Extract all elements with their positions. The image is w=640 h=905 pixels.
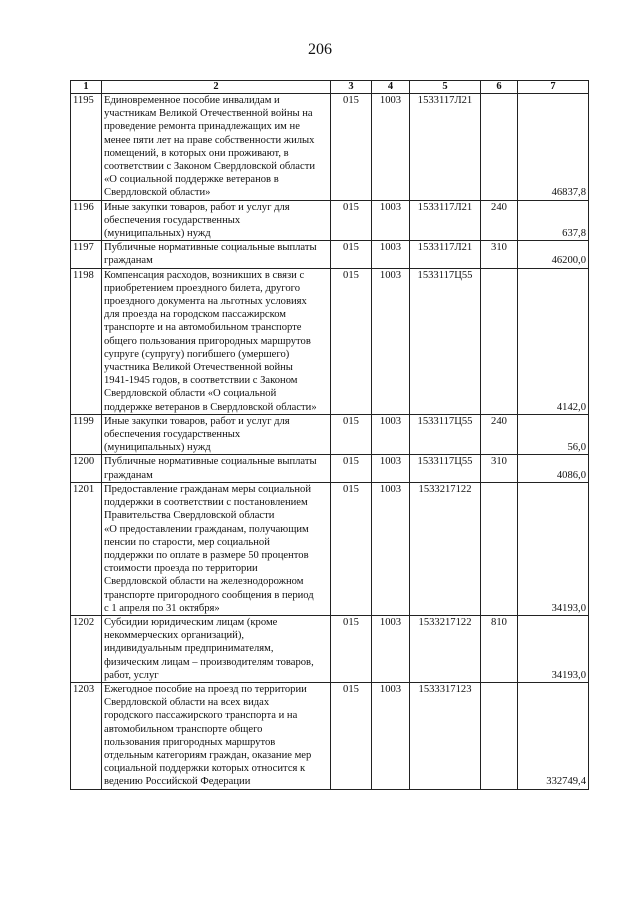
table-row bbox=[71, 615, 589, 682]
table-row bbox=[71, 200, 589, 241]
row-amount: 4086,0 bbox=[518, 455, 589, 482]
row-target-code: 1533117Ц55 bbox=[410, 455, 481, 482]
row-expense-type: 810 bbox=[481, 615, 518, 682]
header-row bbox=[71, 81, 589, 94]
row-section-code: 1003 bbox=[372, 682, 410, 789]
row-expense-type: 240 bbox=[481, 414, 518, 455]
header-col-3: 3 bbox=[331, 81, 372, 94]
row-description: Компенсация расходов, возникших в связи с приобретением проездного билета, другого проездного документа на льготных условиях для проезда на городском пассажирском транспорте и на автомобильном транспорте общего пользования пригородных маршрутов супруге (супругу) погибшего (умершего) участника Великой Отечественной войны 1941-1945 годов, в соответствии с Законом Свердловской области «О социальной поддержке ветеранов в Свердловской области» bbox=[102, 268, 331, 414]
row-number: 1195 bbox=[71, 94, 102, 201]
row-target-code: 1533217122 bbox=[410, 615, 481, 682]
row-section-code: 1003 bbox=[372, 268, 410, 414]
row-amount: 637,8 bbox=[518, 200, 589, 241]
row-amount: 46200,0 bbox=[518, 241, 589, 268]
row-expense-type: 310 bbox=[481, 241, 518, 268]
header-col-2: 2 bbox=[102, 81, 331, 94]
table-row bbox=[71, 455, 589, 482]
table-row bbox=[71, 682, 589, 789]
row-target-code: 1533117Ц55 bbox=[410, 268, 481, 414]
row-expense-type: 240 bbox=[481, 200, 518, 241]
row-ministry-code: 015 bbox=[331, 241, 372, 268]
table-row bbox=[71, 94, 589, 201]
row-target-code: 1533117Л21 bbox=[410, 241, 481, 268]
row-description: Публичные нормативные социальные выплаты гражданам bbox=[102, 455, 331, 482]
row-expense-type bbox=[481, 682, 518, 789]
page-number: 206 bbox=[308, 41, 332, 58]
row-description: Ежегодное пособие на проезд по территории Свердловской области на всех видах городского пассажирского транспорта и на автомобильном транспорте общего пользования пригородных маршрутов отдельным категориям граждан, оказание мер социальной поддержки которых относится к ведению Российской Федерации bbox=[102, 682, 331, 789]
row-description: Единовременное пособие инвалидам и участникам Великой Отечественной войны на проведение ремонта принадлежащих им не менее пяти лет на праве собственности жилых помещений, в которых они проживают, в соответствии с Законом Свердловской области «О социальной поддержке ветеранов в Свердловской области» bbox=[102, 94, 331, 201]
row-number: 1197 bbox=[71, 241, 102, 268]
row-description: Субсидии юридическим лицам (кроме некоммерческих организаций), индивидуальным предпринимателям, физическим лицам – производителям товаров, работ, услуг bbox=[102, 615, 331, 682]
table-row bbox=[71, 482, 589, 615]
row-amount: 34193,0 bbox=[518, 482, 589, 615]
row-section-code: 1003 bbox=[372, 482, 410, 615]
row-description: Иные закупки товаров, работ и услуг для обеспечения государственных (муниципальных) нужд bbox=[102, 200, 331, 241]
table-row bbox=[71, 268, 589, 414]
header-col-4: 4 bbox=[372, 81, 410, 94]
row-amount: 46837,8 bbox=[518, 94, 589, 201]
row-number: 1202 bbox=[71, 615, 102, 682]
row-ministry-code: 015 bbox=[331, 682, 372, 789]
table-row bbox=[71, 414, 589, 455]
row-target-code: 1533117Ц55 bbox=[410, 414, 481, 455]
header-col-7: 7 bbox=[518, 81, 589, 94]
row-description: Публичные нормативные социальные выплаты гражданам bbox=[102, 241, 331, 268]
row-section-code: 1003 bbox=[372, 615, 410, 682]
row-section-code: 1003 bbox=[372, 241, 410, 268]
row-number: 1198 bbox=[71, 268, 102, 414]
row-expense-type bbox=[481, 482, 518, 615]
row-ministry-code: 015 bbox=[331, 482, 372, 615]
row-ministry-code: 015 bbox=[331, 268, 372, 414]
row-ministry-code: 015 bbox=[331, 414, 372, 455]
row-section-code: 1003 bbox=[372, 94, 410, 201]
row-expense-type: 310 bbox=[481, 455, 518, 482]
row-ministry-code: 015 bbox=[331, 200, 372, 241]
table-row bbox=[71, 241, 589, 268]
row-amount: 4142,0 bbox=[518, 268, 589, 414]
row-section-code: 1003 bbox=[372, 414, 410, 455]
row-number: 1203 bbox=[71, 682, 102, 789]
row-expense-type bbox=[481, 268, 518, 414]
row-amount: 56,0 bbox=[518, 414, 589, 455]
row-ministry-code: 015 bbox=[331, 455, 372, 482]
row-description: Иные закупки товаров, работ и услуг для обеспечения государственных (муниципальных) нужд bbox=[102, 414, 331, 455]
row-target-code: 1533117Л21 bbox=[410, 200, 481, 241]
row-number: 1196 bbox=[71, 200, 102, 241]
row-target-code: 1533217122 bbox=[410, 482, 481, 615]
row-target-code: 1533317123 bbox=[410, 682, 481, 789]
header-col-1: 1 bbox=[71, 81, 102, 94]
row-amount: 332749,4 bbox=[518, 682, 589, 789]
header-col-5: 5 bbox=[410, 81, 481, 94]
row-expense-type bbox=[481, 94, 518, 201]
row-ministry-code: 015 bbox=[331, 615, 372, 682]
row-number: 1200 bbox=[71, 455, 102, 482]
row-section-code: 1003 bbox=[372, 455, 410, 482]
row-section-code: 1003 bbox=[372, 200, 410, 241]
row-target-code: 1533117Л21 bbox=[410, 94, 481, 201]
table-body bbox=[71, 94, 589, 790]
header-col-6: 6 bbox=[481, 81, 518, 94]
row-ministry-code: 015 bbox=[331, 94, 372, 201]
row-amount: 34193,0 bbox=[518, 615, 589, 682]
row-number: 1201 bbox=[71, 482, 102, 615]
budget-table bbox=[70, 80, 589, 790]
row-description: Предоставление гражданам меры социальной поддержки в соответствии с постановлением Правительства Свердловской области «О предоставлении гражданам, получающим пенсии по старости, мер социальной поддержки по оплате в размере 50 процентов стоимости проезда по территории Свердловской области на железнодорожном транспорте пригородного сообщения в период с 1 апреля по 31 октября» bbox=[102, 482, 331, 615]
row-number: 1199 bbox=[71, 414, 102, 455]
